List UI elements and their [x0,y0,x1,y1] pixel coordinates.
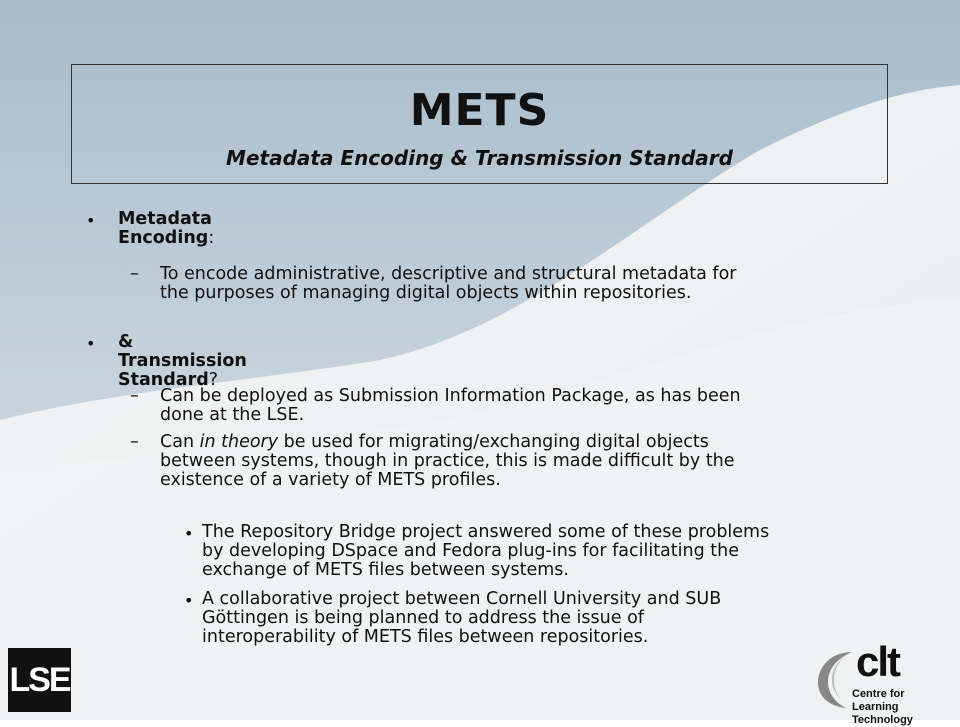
text-line: done at the LSE. [160,405,305,425]
dash-marker: – [130,386,139,406]
text-line: exchange of METS files between systems. [202,560,569,580]
title-box [71,64,888,184]
text-fragment: be used for migrating/exchanging digital objects [278,432,709,452]
sub-item-sip [160,387,741,425]
clt-subtitle [852,688,952,727]
clt-logo [812,638,952,726]
bullet-label: & Transmission Standard [118,332,247,390]
slide-subtitle: Metadata Encoding & Transmission Standard [226,146,733,170]
bullet-dot: • [184,591,194,610]
dash-marker: – [130,432,139,452]
clt-subtitle-line: Centre for [852,688,905,700]
text-line: between systems, though in practice, this is made difficult by the [160,451,735,471]
sub-sub-item-repository-bridge [202,523,769,580]
text-line: Göttingen is being planned to address the issue of [202,608,644,628]
lse-logo: LSE [8,648,71,712]
bullet-transmission-standard [118,333,247,390]
sub-item-migrating [160,433,735,490]
emphasis-in-theory: in theory [199,432,279,452]
text-line: existence of a variety of METS profiles. [160,470,501,490]
dash-marker: – [130,264,139,284]
text-fragment: Can [160,432,200,452]
text-line [160,433,735,452]
bullet-punct: ? [208,370,219,390]
slide-title: METS [409,85,550,136]
bullet-punct: : [208,228,215,248]
text-line: A collaborative project between Cornell University and SUB [202,589,722,609]
text-line: Can be deployed as Submission Information Package, as has been [160,386,741,406]
text-line: To encode administrative, descriptive and structural metadata for [160,264,737,284]
bullet-label: Metadata Encoding [118,209,212,248]
text-line: by developing DSpace and Fedora plug-ins for facilitating the [202,541,739,561]
text-line: interoperability of METS files between repositories. [202,627,649,647]
text-line: the purposes of managing digital objects within repositories. [160,283,692,303]
sub-sub-item-collaborative-project [202,590,721,647]
bullet-dot: • [86,211,96,230]
sub-item-encode [160,265,736,303]
clt-subtitle-line: Learning Technology [852,701,913,726]
bullet-dot: • [184,524,194,543]
bullet-dot: • [86,334,96,353]
clt-wordmark: clt [856,638,900,685]
bullet-metadata-encoding [118,210,214,248]
text-line: The Repository Bridge project answered some of these problems [202,522,770,542]
